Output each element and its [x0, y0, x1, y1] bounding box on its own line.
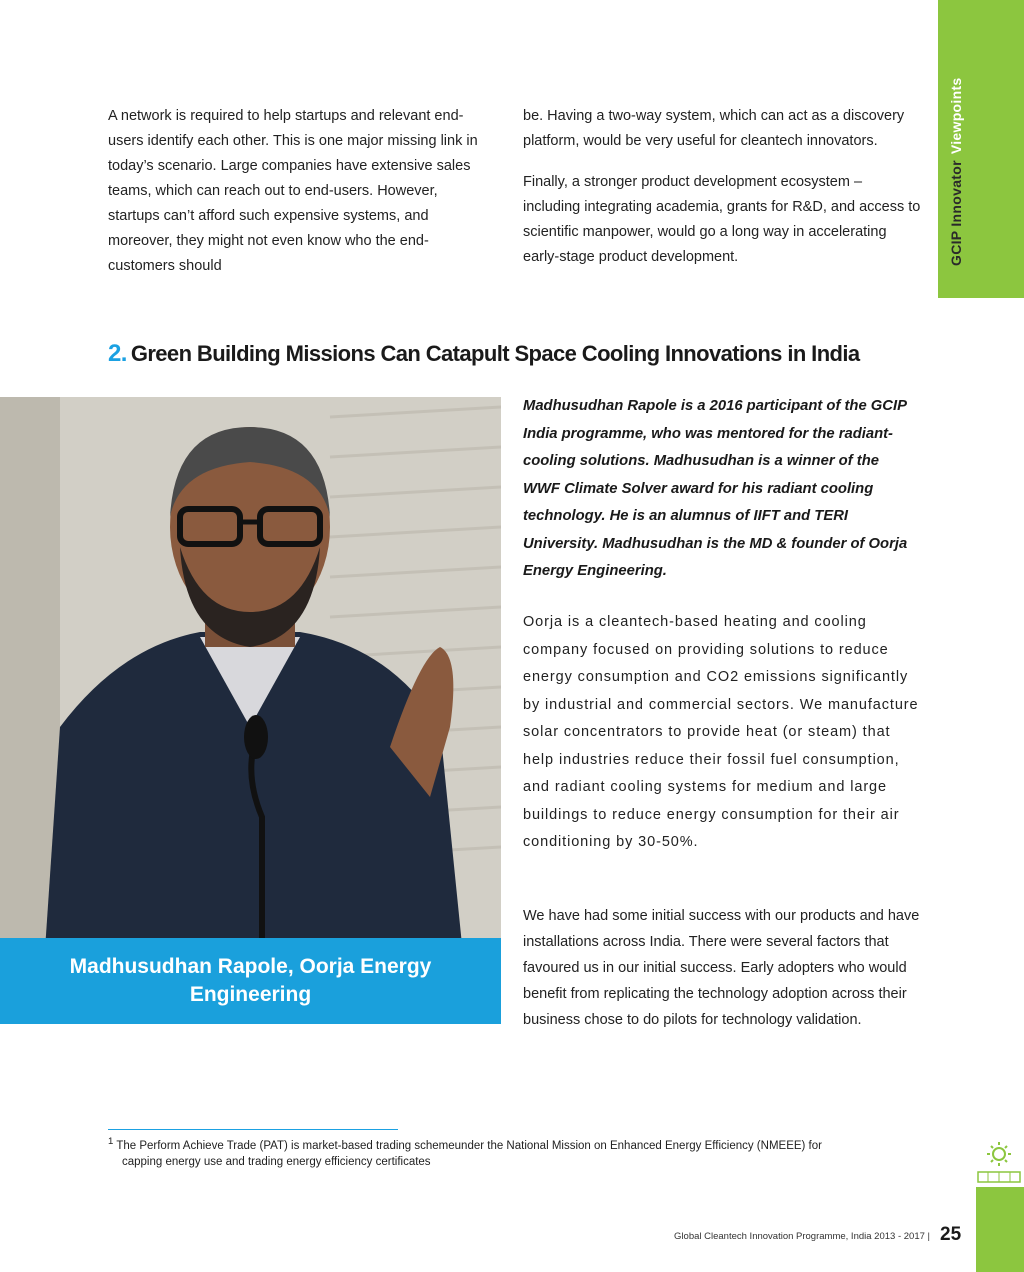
- footnote-line-1: [108, 1134, 918, 1154]
- corner-green-box: [976, 1187, 1024, 1272]
- bio-intro: [523, 393, 918, 586]
- section-title: Green Building Missions Can Catapult Space Cooling Innovations in India: [130, 341, 860, 366]
- body-text-2: We have had some initial success with our products and have installations across India. There were several factors that favoured us in our initial success. Early adopters who would benefit from replicating the technology adoption across their business chose to do pilots for technology validation.: [523, 908, 920, 1028]
- footnote-line-2: capping energy use and trading energy efficiency certificates: [122, 1155, 431, 1168]
- footnote-divider: [108, 1129, 398, 1130]
- right-paragraph-2: Finally, a stronger product development ecosystem – including integrating academia, grants for R&D, and access to scientific manpower, would go a long way in accelerating early-stage product development.: [523, 174, 921, 265]
- section-number: 2.: [108, 340, 127, 367]
- footer-text: Global Cleantech Innovation Programme, India 2013 - 2017 |: [674, 1231, 930, 1242]
- side-label-innovator: GCIP Innovator: [948, 160, 964, 266]
- body-paragraph-2: [523, 903, 923, 1033]
- bio-text: Madhusudhan Rapole is a 2016 participant of the GCIP India programme, who was mentored for the radiant-cooling solutions. Madhusudhan is a winner of the WWF Climate Solver award for his radiant cooling technology. He is an alumnus of IIFT and TERI University. Madhusudhan is the MD & founder of Oorja Energy Engineering.: [523, 398, 908, 579]
- body-text-1: Oorja is a cleantech-based heating and cooling company focused on providing solutions to reduce energy consumption and CO2 emissions significantly by industrial and commercial sectors. We manufacture solar concentrators to provide heat (or steam) that help industries reduce their fossil fuel consumption, and radiant cooling systems for medium and large buildings to reduce energy consumption for their air conditioning by 30-50%.: [523, 614, 919, 850]
- section-side-label: [948, 78, 964, 267]
- caption-text: Madhusudhan Rapole, Oorja Energy Engineering: [69, 955, 432, 1006]
- side-label-viewpoints: Viewpoints: [948, 77, 964, 155]
- right-column-text: [523, 104, 923, 270]
- section-heading: [108, 340, 928, 368]
- footnote-marker: 1: [108, 1136, 114, 1147]
- left-paragraph: A network is required to help startups and relevant end-users identify each other. This is one major missing link in today’s scenario. Large companies have extensive sales teams, which can reach out to end-users. However, startups can’t afford such expensive systems, and moreover, they might not even know who the end-customers should: [108, 108, 478, 274]
- footnote-text-1: The Perform Achieve Trade (PAT) is market-based trading schemeunder the National Mission on Enhanced Energy Efficiency (NMEEE) for: [116, 1139, 822, 1152]
- footnote: [108, 1134, 918, 1170]
- left-column-text: [108, 104, 493, 279]
- portrait-illustration: [0, 397, 501, 1024]
- portrait-photo: [0, 397, 501, 1024]
- page-number: 25: [940, 1224, 962, 1245]
- body-paragraph-1: [523, 609, 923, 857]
- solar-panel-icon: [974, 1140, 1024, 1190]
- photo-caption: [0, 938, 501, 1024]
- right-paragraph-1: be. Having a two-way system, which can act as a discovery platform, would be very useful for cleantech innovators.: [523, 108, 905, 149]
